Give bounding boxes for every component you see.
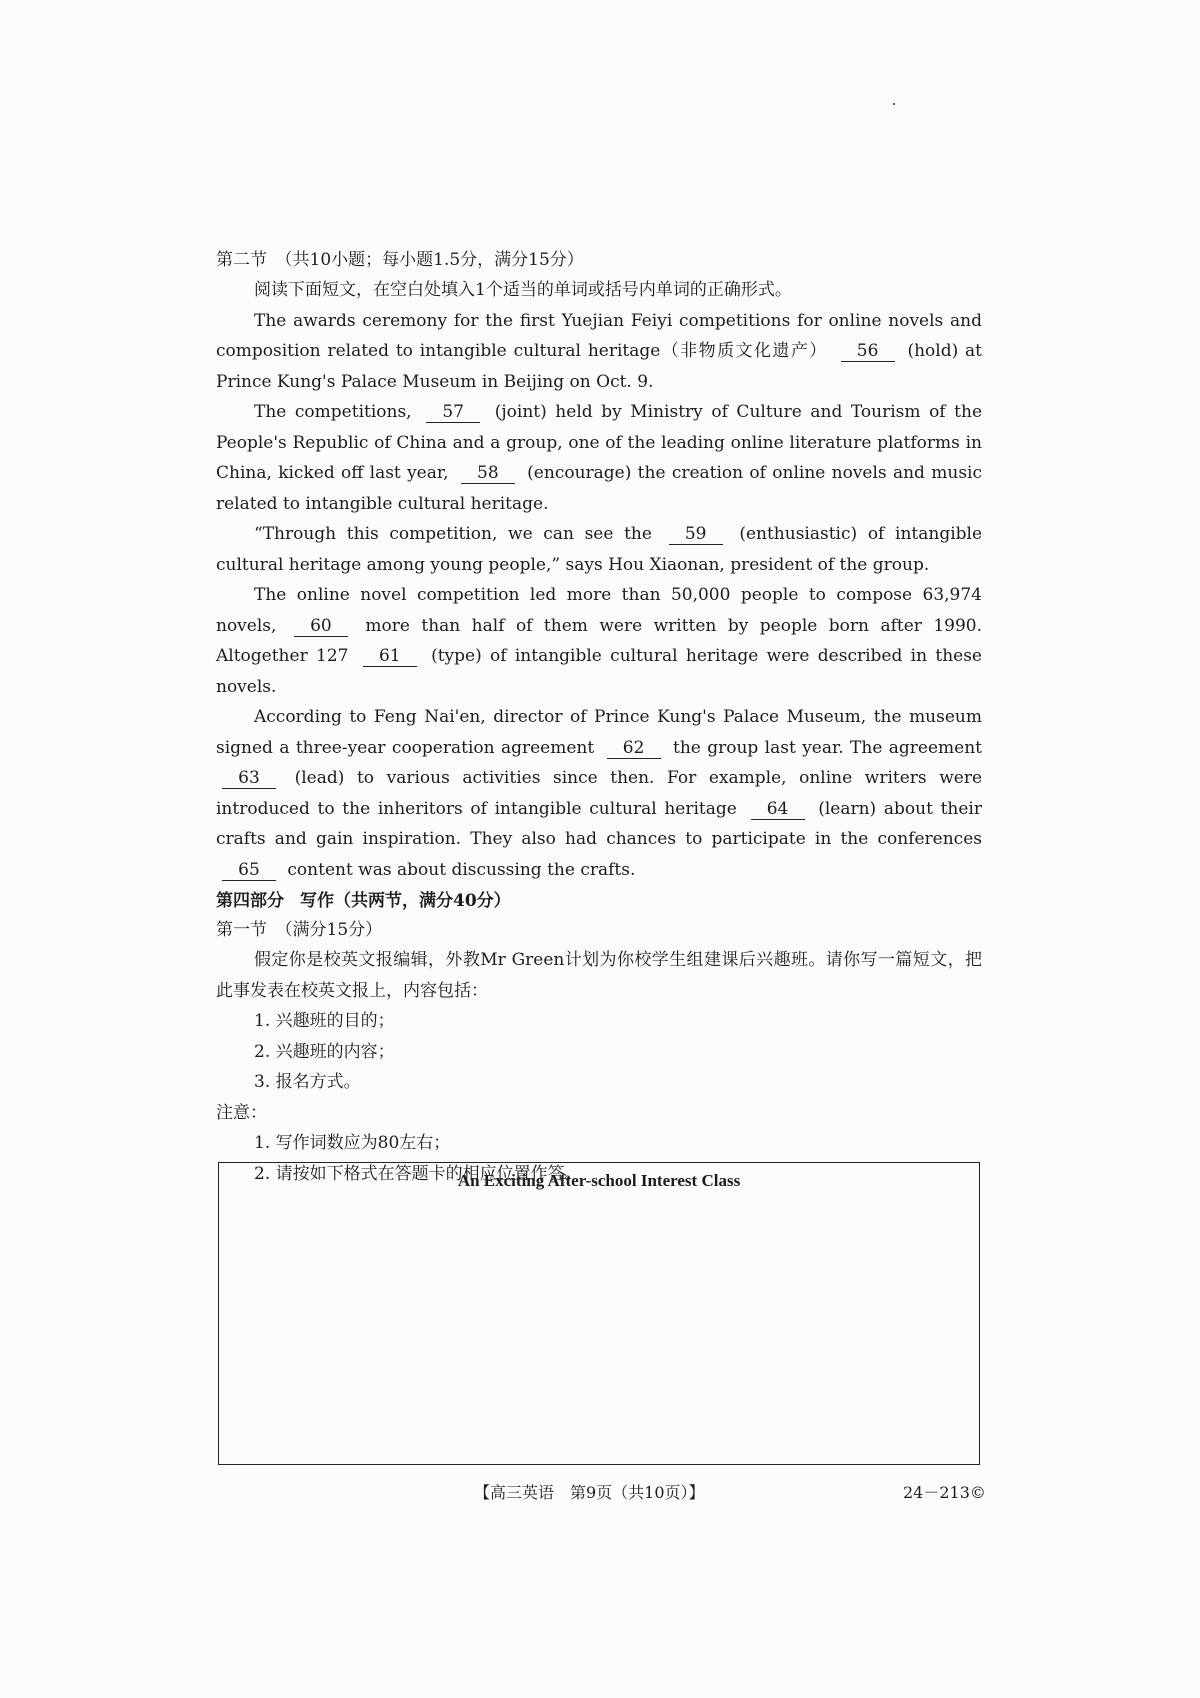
note-item: 2. 请按如下格式在答题卡的相应位置作答。 [254,1163,582,1184]
blank-60[interactable]: 60 [294,616,348,637]
passage-text: (joint) held by Ministry of Culture and Tourism of the People's Republic of China and a group, one of the leading online literature platforms in China, kicked off last year, [216,402,983,483]
note-label: 注意： [216,1102,267,1123]
blank-62[interactable]: 62 [607,738,661,759]
passage-text: the group last year. The agreement [672,737,982,758]
blank-56[interactable]: 56 [841,341,895,362]
passage-text: The competitions, [254,402,412,422]
passage-text: (hold) at Prince Kung's Palace Museum in Beijing on Oct. 9. [216,341,983,392]
passage-paragraph [216,580,982,702]
blank-64[interactable]: 64 [751,799,805,820]
blank-63[interactable]: 63 [222,768,276,789]
writing-section-1-title: 第一节 （满分15分） [216,920,383,940]
exam-code: 24－213© [903,1483,986,1502]
passage-text: (lead) to various activities since then. For example, online writers were introduced to the inheritors of intangible cultural heritage [216,768,983,819]
blank-58[interactable]: 58 [461,463,515,484]
part-4-heading [216,887,982,916]
blank-61[interactable]: 61 [363,646,417,667]
cloze-passage [216,306,982,886]
passage-text: The awards ceremony for the first Yuejian Feiyi competitions for online novels and composition related to intangible cultural heritage（非物质文化遗产） [216,310,982,361]
blank-59[interactable]: 59 [669,524,723,545]
exam-page-content [216,246,982,1189]
section-2-title: 第二节 （共10小题；每小题1.5分，满分15分） [216,250,584,270]
blank-65[interactable]: 65 [222,860,276,881]
section-2-instruction: 阅读下面短文，在空白处填入1个适当的单词或括号内单词的正确形式。 [254,280,792,300]
passage-text: (type) of intangible cultural heritage were described in these novels. [216,646,982,697]
passage-text: (encourage) the creation of online novels and music related to intangible cultural heritage. [216,463,982,514]
page-number-label: 【高三英语 第9页（共10页）】 [474,1483,705,1502]
passage-text: “Through this competition, we can see the [254,524,652,544]
passage-text: more than half of them were written by people born after 1990. Altogether 127 [216,615,983,666]
passage-text: According to Feng Nai'en, director of Prince Kung's Palace Museum, the museum signed a three-year cooperation agreement [216,707,982,758]
part-4-subtitle: 写作（共两节，满分40分） [300,891,511,911]
content-item: 1. 兴趣班的目的； [254,1011,395,1031]
passage-text: (learn) about their crafts and gain inspiration. They also had chances to participate in the conferences [216,798,982,849]
content-item: 2. 兴趣班的内容； [254,1041,395,1062]
writing-prompt: 假定你是校英文报编辑，外教Mr Green计划为你校学生组建课后兴趣班。请你写一篇短文，把此事发表在校英文报上，内容包括： [216,950,982,1001]
passage-text: (enthusiastic) of intangible cultural heritage among young people,” says Hou Xiaonan, president of the group. [216,524,983,575]
content-item: 3. 报名方式。 [254,1072,361,1092]
scan-speck [893,103,895,105]
passage-paragraph [216,519,982,580]
answer-box [218,1162,980,1465]
passage-paragraph [216,306,982,398]
part-4-title: 第四部分 [216,891,284,911]
passage-text: content was about discussing the crafts. [287,859,636,880]
blank-57[interactable]: 57 [426,402,480,423]
note-item: 1. 写作词数应为80左右； [254,1133,451,1153]
passage-paragraph [216,397,982,519]
passage-text: The online novel competition led more than 50,000 people to compose 63,974 novels, [216,585,982,636]
essay-title: An Exciting After-school Interest Class [457,1171,741,1190]
passage-paragraph [216,702,982,885]
